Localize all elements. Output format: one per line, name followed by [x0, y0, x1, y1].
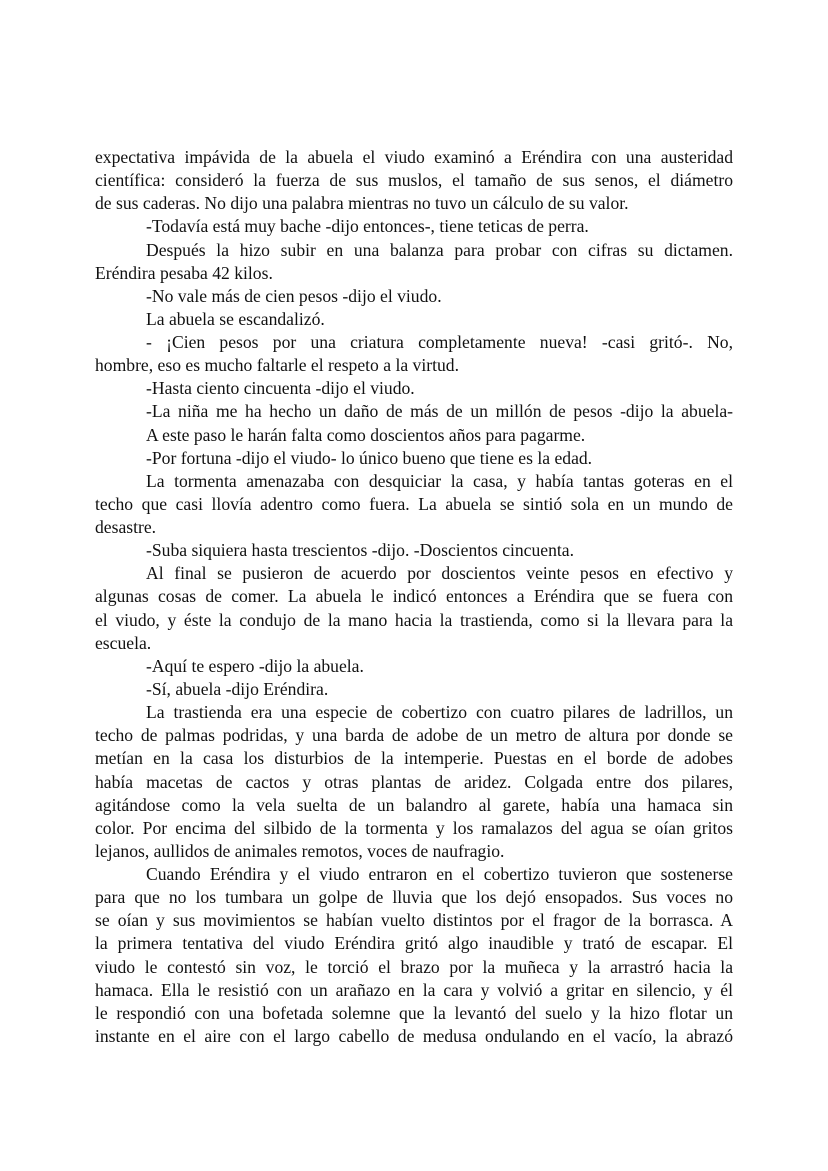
text-line: La tormenta amenazaba con desquiciar la casa, y había tantas goteras en el	[146, 470, 733, 491]
text-line: -Aquí te espero -dijo la abuela.	[146, 655, 364, 676]
text-line: -Por fortuna -dijo el viudo- lo único bueno que tiene es la edad.	[146, 447, 593, 468]
text-line: instante en el aire con el largo cabello de medusa ondulando en el vacío, la abrazó	[95, 1025, 733, 1046]
text-line: Eréndira pesaba 42 kilos.	[95, 262, 273, 283]
text-line: Al final se pusieron de acuerdo por doscientos veinte pesos en efectivo y	[146, 563, 733, 584]
text-line: hamaca. Ella le resistió con un arañazo en la cara y volvió a gritar en silencio, y él	[95, 979, 733, 1000]
text-line: se oían y sus movimientos se habían vuelto distintos por el fragor de la borrasca. A	[95, 910, 733, 931]
text-line: techo de palmas podridas, y una barda de adobe de un metro de altura por donde se	[95, 725, 733, 746]
text-line: techo que casi llovía adentro como fuera. La abuela se sintió sola en un mundo de	[95, 493, 733, 514]
text-line: lejanos, aullidos de animales remotos, voces de naufragio.	[95, 840, 505, 861]
text-line: desastre.	[95, 517, 157, 538]
text-line: -No vale más de cien pesos -dijo el viudo.	[146, 285, 442, 306]
text-line: La abuela se escandalizó.	[146, 308, 325, 329]
text-line: para que no los tumbara un golpe de lluvia que los dejó ensopados. Sus voces no	[95, 887, 733, 908]
text-line: La trastienda era una especie de cobertizo con cuatro pilares de ladrillos, un	[146, 702, 733, 723]
text-line: color. Por encima del silbido de la tormenta y los ramalazos del agua se oían gritos	[95, 817, 733, 838]
text-line: algunas cosas de comer. La abuela le indicó entonces a Eréndira que se fuera con	[95, 586, 733, 607]
text-line: - ¡Cien pesos por una criatura completamente nueva! -casi gritó-. No,	[146, 332, 733, 353]
text-line: científica: consideró la fuerza de sus muslos, el tamaño de sus senos, el diámetro	[95, 170, 733, 191]
text-line: expectativa impávida de la abuela el viudo examinó a Eréndira con una austeridad	[95, 147, 733, 167]
text-line: agitándose como la vela suelta de un balandro al garete, había una hamaca sin	[95, 794, 733, 815]
text-line: Después la hizo subir en una balanza para probar con cifras su dictamen.	[146, 239, 733, 260]
text-line: escuela.	[95, 632, 152, 653]
text-line: -La niña me ha hecho un daño de más de un millón de pesos -dijo la abuela-	[146, 401, 733, 422]
text-line: -Todavía está muy bache -dijo entonces-, tiene teticas de perra.	[146, 216, 589, 237]
text-line: hombre, eso es mucho faltarle el respeto a la virtud.	[95, 355, 459, 376]
text-line: -Sí, abuela -dijo Eréndira.	[146, 678, 329, 699]
text-line: viudo le contestó sin voz, le torció el brazo por la muñeca y la arrastró hacia la	[95, 956, 733, 977]
text-line: -Hasta ciento cincuenta -dijo el viudo.	[146, 378, 415, 399]
text-line: el viudo, y éste la condujo de la mano hacia la trastienda, como si la llevara para la	[95, 609, 733, 630]
text-line: había macetas de cactos y otras plantas de aridez. Colgada entre dos pilares,	[95, 771, 733, 792]
text-line: de sus caderas. No dijo una palabra mientras no tuvo un cálculo de su valor.	[95, 193, 629, 214]
text-line: le respondió con una bofetada solemne que la levantó del suelo y la hizo flotar un	[95, 1002, 733, 1023]
text-line: A este paso le harán falta como doscientos años para pagarme.	[146, 424, 586, 445]
text-line: metían en la casa los disturbios de la intemperie. Puestas en el borde de adobes	[95, 748, 733, 769]
text-line: Cuando Eréndira y el viudo entraron en el cobertizo tuvieron que sostenerse	[146, 864, 733, 885]
text-line: la primera tentativa del viudo Eréndira gritó algo inaudible y trató de escapar. El	[95, 933, 733, 954]
text-line: -Suba siquiera hasta trescientos -dijo. -Doscientos cincuenta.	[146, 540, 574, 561]
